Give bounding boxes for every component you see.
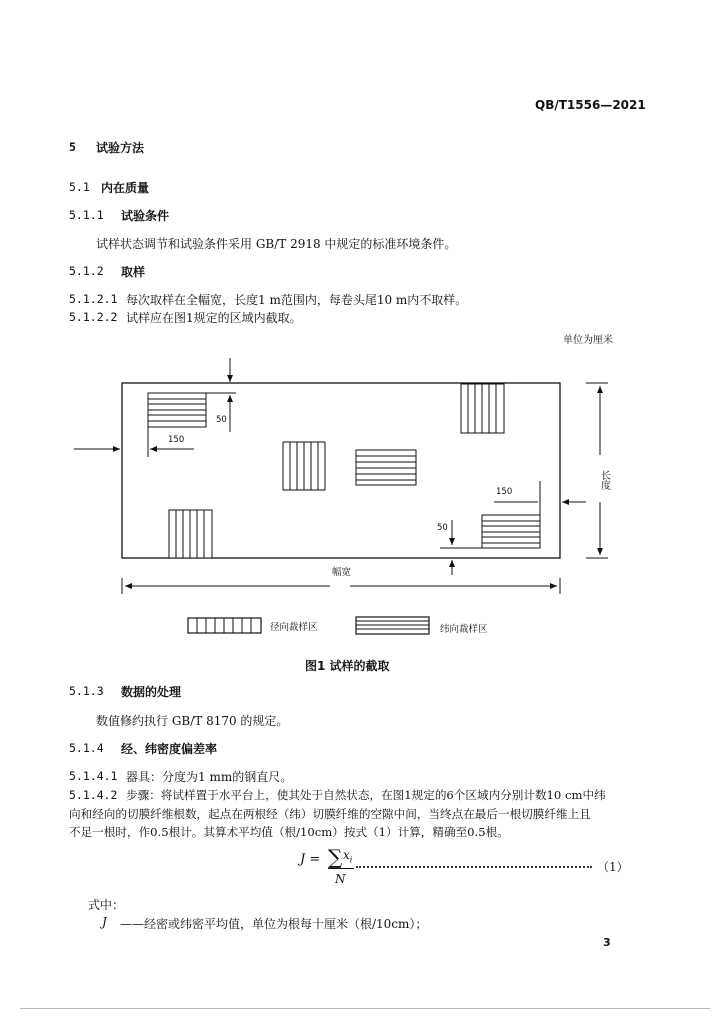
section-title: 取样 bbox=[121, 265, 146, 279]
dim-label-150-left: 150 bbox=[168, 435, 185, 445]
section-number: 5.1.4.2 bbox=[69, 788, 118, 802]
figure-caption: 图1 试样的截取 bbox=[305, 659, 390, 673]
fraction-bar bbox=[328, 868, 354, 869]
warp-zone-bottom-left bbox=[169, 510, 212, 558]
section-number: 5.1.3 bbox=[69, 684, 104, 698]
section-number: 5.1.4.1 bbox=[69, 769, 118, 783]
legend-weft-label: 纬向裁样区 bbox=[440, 624, 488, 635]
formula-lhs: J = bbox=[300, 852, 321, 867]
dim-label-50-bottom: 50 bbox=[437, 523, 448, 533]
dim-label-length: 长度 bbox=[598, 470, 610, 490]
formula-denominator: N bbox=[335, 872, 346, 886]
dim-label-150-right: 150 bbox=[496, 487, 513, 497]
formula-number: （1） bbox=[597, 860, 629, 874]
standard-code: QB/T1556—2021 bbox=[535, 98, 646, 112]
dim-label-width: 幅宽 bbox=[332, 567, 352, 578]
paragraph: 数值修约执行 GB/T 8170 的规定。 bbox=[96, 714, 289, 728]
paragraph-line: 步骤：将试样置于水平台上，使其处于自然状态，在图1规定的6个区域内分别计数10 cm中纬 bbox=[126, 788, 606, 802]
formula-leader-dots bbox=[356, 856, 592, 868]
warp-zone-center bbox=[283, 442, 325, 490]
formula-numerator: $x_i$ bbox=[343, 848, 353, 865]
legend-weft-swatch bbox=[356, 617, 429, 634]
section-number: 5.1.2.2 bbox=[69, 310, 118, 324]
section-number: 5.1.2.1 bbox=[69, 292, 118, 306]
weft-zone-top-left bbox=[148, 393, 206, 427]
weft-zone-bottom-right bbox=[482, 515, 540, 548]
section-number: 5 bbox=[69, 140, 76, 154]
weft-zone-center bbox=[356, 450, 416, 485]
dim-label-50-top: 50 bbox=[216, 415, 227, 425]
paragraph-line: 不足一根时，作0.5根计。其算术平均值（根/10cm）按式（1）计算，精确至0.5根。 bbox=[69, 825, 509, 839]
page-number: 3 bbox=[603, 936, 611, 949]
where-label: 式中： bbox=[88, 898, 125, 912]
legend-warp-label: 径向裁样区 bbox=[270, 622, 318, 633]
symbol-J: J bbox=[102, 915, 107, 929]
scan-edge bbox=[20, 1008, 710, 1009]
section-title: 内在质量 bbox=[101, 181, 150, 195]
dim-width bbox=[122, 578, 560, 594]
section-title: 经、纬密度偏差率 bbox=[121, 742, 218, 756]
paragraph: 试样应在图1规定的区域内截取。 bbox=[126, 311, 302, 325]
paragraph: 器具：分度为1 mm的钢直尺。 bbox=[126, 770, 293, 784]
unit-note: 单位为厘米 bbox=[563, 335, 613, 346]
warp-zone-top-right bbox=[461, 384, 504, 433]
paragraph-line: 向和经向的切膜纤维根数，起点在两根经（纬）切膜纤维的空隙中间，当终点在最后一根切膜纤维上且 bbox=[69, 807, 591, 821]
section-number: 5.1.2 bbox=[69, 264, 104, 278]
section-number: 5.1 bbox=[69, 180, 90, 194]
section-number: 5.1.1 bbox=[69, 208, 104, 222]
section-title: 数据的处理 bbox=[121, 685, 182, 699]
formula-sigma: ∑ bbox=[328, 845, 343, 869]
section-number: 5.1.4 bbox=[69, 741, 104, 755]
section-title: 试验方法 bbox=[96, 141, 145, 155]
paragraph: 每次取样在全幅宽，长度1 m范围内，每卷头尾10 m内不取样。 bbox=[126, 293, 468, 307]
section-title: 试验条件 bbox=[121, 209, 170, 223]
paragraph: 试样状态调节和试验条件采用 GB/T 2918 中规定的标准环境条件。 bbox=[96, 237, 457, 251]
symbol-definition: ——经密或纬密平均值，单位为根每十厘米（根/10cm）； bbox=[120, 917, 428, 931]
legend-warp-swatch bbox=[188, 618, 261, 633]
